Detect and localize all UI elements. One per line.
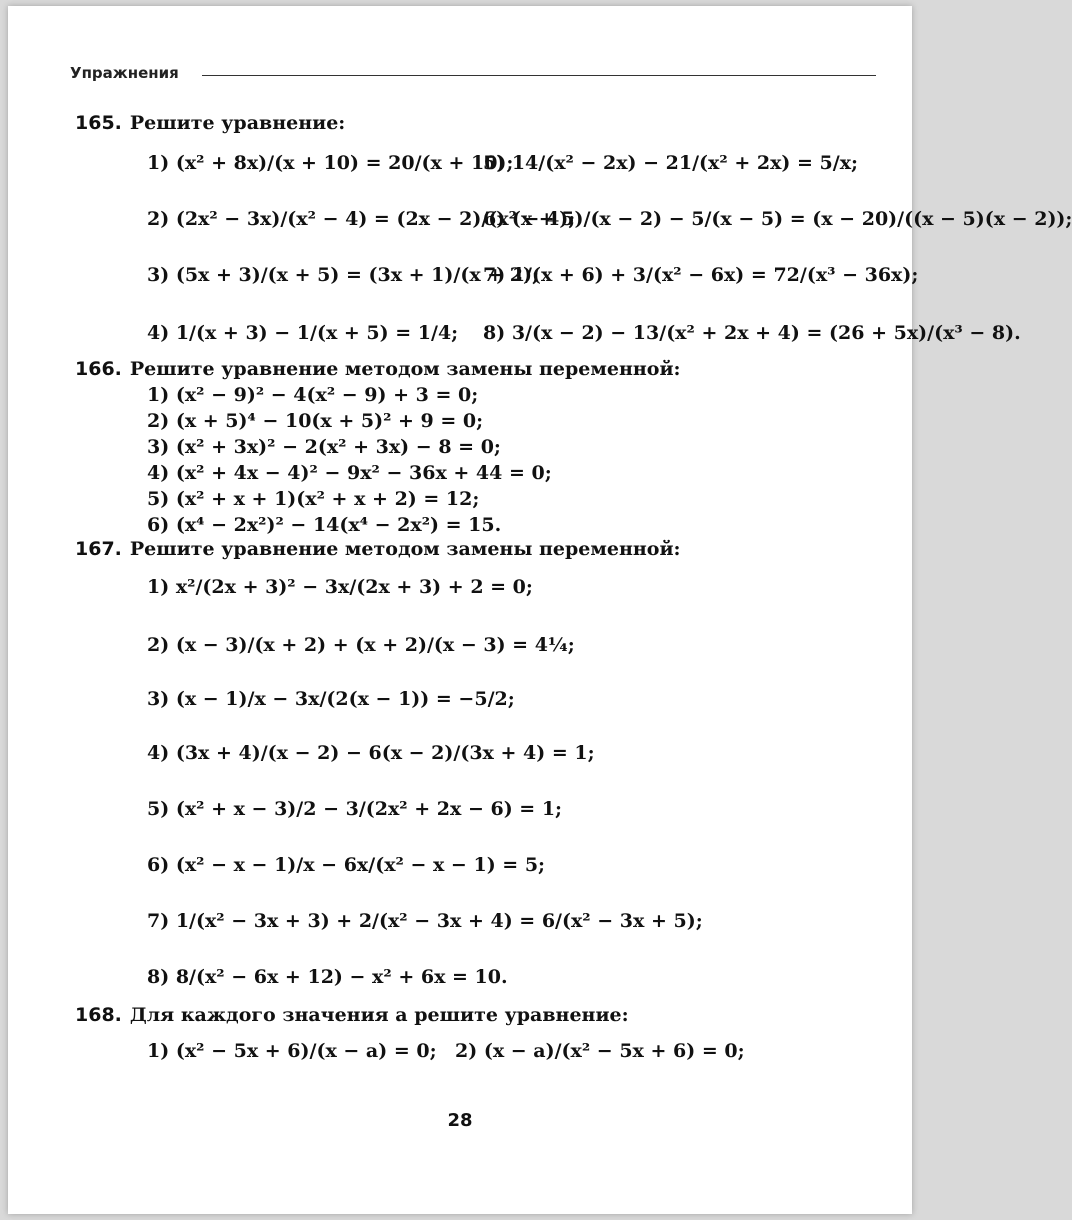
exercise-166-2: 2) (x + 5)⁴ − 10(x + 5)² + 9 = 0; [147,410,484,432]
problem-number: 165. [75,112,122,134]
problem-167-heading [75,538,681,560]
problem-165-heading [75,112,345,134]
exercise-166-1: 1) (x² − 9)² − 4(x² − 9) + 3 = 0; [147,384,479,406]
problem-number: 167. [75,538,122,560]
exercise-168-1: 1) (x² − 5x + 6)/(x − a) = 0; [147,1040,437,1062]
problem-number: 166. [75,358,122,380]
exercise-167-5: 5) (x² + x − 3)/2 − 3/(2x² + 2x − 6) = 1; [147,798,563,820]
problem-title: Решите уравнение методом замены переменной: [129,358,681,380]
exercise-166-5: 5) (x² + x + 1)(x² + x + 2) = 12; [147,488,480,510]
textbook-page [8,6,912,1214]
exercise-166-3: 3) (x² + 3x)² − 2(x² + 3x) − 8 = 0; [147,436,501,458]
problem-number: 168. [75,1004,122,1026]
exercise-167-8: 8) 8/(x² − 6x + 12) − x² + 6x = 10. [147,966,508,988]
problem-166-heading [75,358,681,380]
exercise-167-1: 1) x²/(2x + 3)² − 3x/(2x + 3) + 2 = 0; [147,576,533,598]
exercise-167-6: 6) (x² − x − 1)/x − 6x/(x² − x − 1) = 5; [147,854,546,876]
exercise-165-6: 6) (x + 5)/(x − 2) − 5/(x − 5) = (x − 20)/((x − 5)(x − 2)); [483,208,1072,230]
exercise-165-4: 4) 1/(x + 3) − 1/(x + 5) = 1/4; [147,322,459,344]
exercise-165-7: 7) 1/(x + 6) + 3/(x² − 6x) = 72/(x³ − 36x); [483,264,919,286]
section-header [70,64,876,84]
exercise-165-5: 5) 14/(x² − 2x) − 21/(x² + 2x) = 5/x; [483,152,859,174]
exercise-167-2: 2) (x − 3)/(x + 2) + (x + 2)/(x − 3) = 4¼; [147,634,575,656]
problem-title: Для каждого значения a решите уравнение: [129,1004,629,1026]
problem-title: Решите уравнение методом замены переменной: [129,538,681,560]
exercise-168-2: 2) (x − a)/(x² − 5x + 6) = 0; [455,1040,745,1062]
problem-168-heading [75,1004,629,1026]
exercise-165-8: 8) 3/(x − 2) − 13/(x² + 2x + 4) = (26 + 5x)/(x³ − 8). [483,322,1021,344]
header-rule [202,75,876,76]
problem-title: Решите уравнение: [129,112,346,134]
exercise-165-1: 1) (x² + 8x)/(x + 10) = 20/(x + 10); [147,152,514,174]
section-title: Упражнения [70,64,179,82]
exercise-167-7: 7) 1/(x² − 3x + 3) + 2/(x² − 3x + 4) = 6/(x² − 3x + 5); [147,910,703,932]
exercise-165-3: 3) (5x + 3)/(x + 5) = (3x + 1)/(x + 2); [147,264,540,286]
exercise-166-6: 6) (x⁴ − 2x²)² − 14(x⁴ − 2x²) = 15. [147,514,502,536]
exercise-166-4: 4) (x² + 4x − 4)² − 9x² − 36x + 44 = 0; [147,462,552,484]
exercise-167-4: 4) (3x + 4)/(x − 2) − 6(x − 2)/(3x + 4) = 1; [147,742,595,764]
exercise-167-3: 3) (x − 1)/x − 3x/(2(x − 1)) = −5/2; [147,688,515,710]
exercise-165-2: 2) (2x² − 3x)/(x² − 4) = (2x − 2)/(x² − 4); [147,208,576,230]
page-number: 28 [447,1110,473,1131]
